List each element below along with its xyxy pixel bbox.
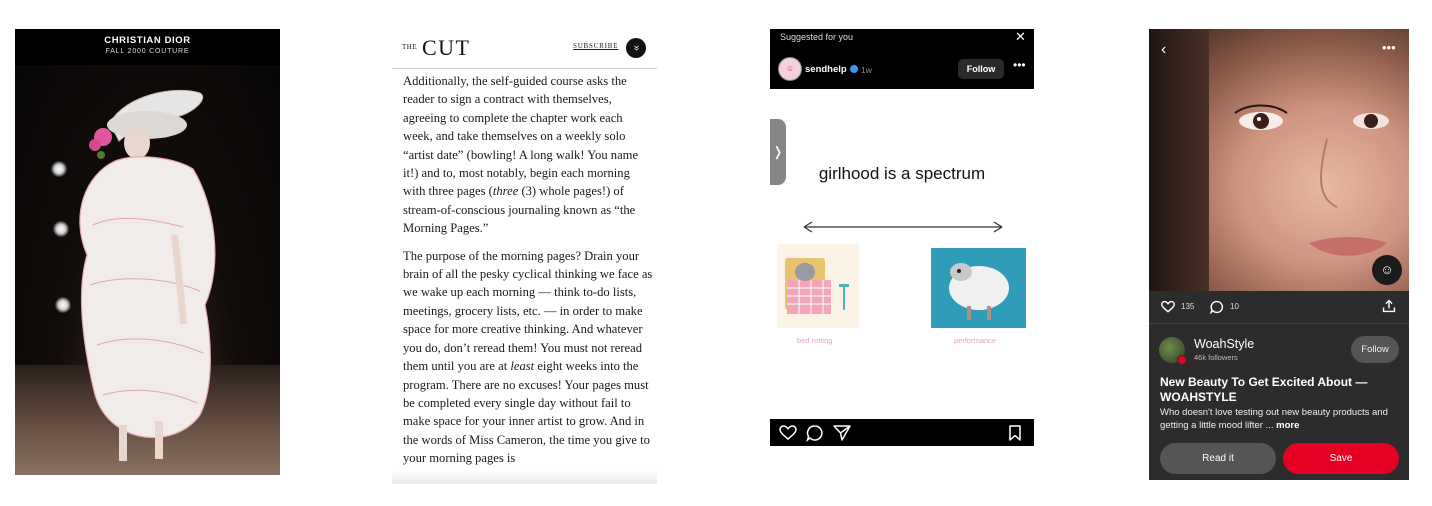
verified-icon — [850, 65, 858, 73]
suggested-bar — [770, 29, 1034, 47]
more-options-icon[interactable]: ••• — [1382, 40, 1396, 55]
heart-icon[interactable] — [779, 424, 797, 442]
dog-photo — [931, 248, 1026, 328]
more-options-icon[interactable]: ••• — [1013, 58, 1026, 72]
share-icon[interactable] — [833, 424, 851, 442]
text-run: The purpose of the morning pages? Drain your brain of all the pesky cyclical thinking we face as we wake up each morning — think to-do lists, meetings, grocery lists, etc. — in order to make space for more creative thinking. And whatever you do, don’t reread them! You must not reread them until you are at — [403, 248, 653, 374]
post-image[interactable] — [770, 89, 1034, 419]
subscribe-link[interactable]: SUBSCRIBE — [573, 42, 619, 50]
handle-glyph: ❭ — [772, 144, 784, 159]
emphasis: three — [492, 184, 519, 199]
post-age: 1w — [861, 65, 872, 75]
double-arrow-icon — [770, 217, 1034, 237]
like-count: 135 — [1181, 302, 1195, 311]
article-paragraph — [403, 72, 653, 238]
pinterest-pin — [1149, 29, 1409, 480]
article-screen — [392, 29, 657, 484]
bed-illustration — [777, 244, 859, 328]
face-features — [1149, 29, 1409, 291]
heart-icon[interactable] — [1161, 300, 1175, 314]
more-link[interactable]: more — [1276, 419, 1300, 431]
text-run: (3) whole pages!) of stream-of-conscious journaling known as “the Morning Pages.” — [403, 184, 636, 236]
comment-icon[interactable] — [806, 424, 824, 442]
visual-search-icon[interactable]: ☺ — [1372, 255, 1402, 285]
model-figure — [15, 65, 280, 475]
pin-description — [1160, 407, 1400, 432]
post-actions — [770, 419, 1034, 446]
suggested-label: Suggested for you — [780, 32, 854, 42]
site-header — [392, 29, 657, 69]
text-run: Additionally, the self-guided course asks the reader to sign a contract with themselves, agreeing to complete the chapter work each week, and take themselves on a weekly solo “artist date” (bowling! A long walk! You name it!) and to, most notably, begin each morning with three pages ( — [403, 74, 639, 199]
follow-button[interactable]: Follow — [1351, 336, 1399, 363]
scroll-fade — [392, 470, 657, 484]
close-icon[interactable]: ✕ — [1015, 29, 1026, 44]
upload-share-icon[interactable] — [1382, 299, 1396, 313]
creator-row — [1149, 324, 1409, 374]
designer-title: CHRISTIAN DIOR — [104, 35, 191, 46]
bookmark-icon[interactable] — [1006, 424, 1024, 442]
avatar[interactable]: ☺ — [778, 57, 802, 81]
runway-photo-card — [15, 29, 280, 475]
instagram-post — [770, 29, 1034, 446]
verified-badge-icon — [1177, 355, 1187, 365]
avatar[interactable] — [1159, 337, 1185, 363]
post-username[interactable]: sendhelp — [805, 64, 847, 75]
article-paragraph — [403, 247, 653, 468]
save-button[interactable]: Save — [1283, 443, 1399, 474]
meme-caption: girlhood is a spectrum — [818, 164, 986, 183]
pin-title: New Beauty To Get Excited About — WOAHSTYLE — [1160, 375, 1368, 404]
article-body — [403, 72, 653, 477]
collection-subtitle: FALL 2000 COUTURE — [105, 48, 190, 55]
creator-name[interactable]: WoahStyle — [1194, 337, 1255, 351]
right-label: performance — [954, 336, 997, 345]
site-logo[interactable]: CUT — [422, 35, 471, 60]
pin-stats-bar — [1149, 291, 1409, 324]
photo-header — [15, 29, 280, 65]
follower-count: 46k followers — [1194, 353, 1238, 362]
menu-glyph: » — [631, 45, 642, 51]
read-it-button[interactable]: Read it — [1160, 443, 1276, 474]
back-icon[interactable]: ‹ — [1161, 41, 1167, 58]
comment-icon[interactable] — [1210, 300, 1224, 314]
chevron-down-icon[interactable] — [626, 38, 646, 58]
left-label: bed rotting — [797, 336, 833, 345]
post-header — [770, 47, 1034, 89]
site-logo-prefix: THE — [402, 43, 418, 51]
text-run: eight weeks into the program. There are no excuses! Your pages must be completed every single day without fail to make space for your inner artist to grow. And in the words of Miss Cameron, the time you give to your morning pages is — [403, 359, 650, 466]
runway-stage — [15, 65, 280, 475]
pin-image[interactable] — [1149, 29, 1409, 291]
emphasis: least — [510, 359, 535, 374]
follow-button[interactable]: Follow — [958, 59, 1004, 79]
description-text: Who doesn't love testing out new beauty products and getting a little mood lifter ... — [1160, 407, 1388, 431]
comment-count: 10 — [1230, 302, 1239, 311]
